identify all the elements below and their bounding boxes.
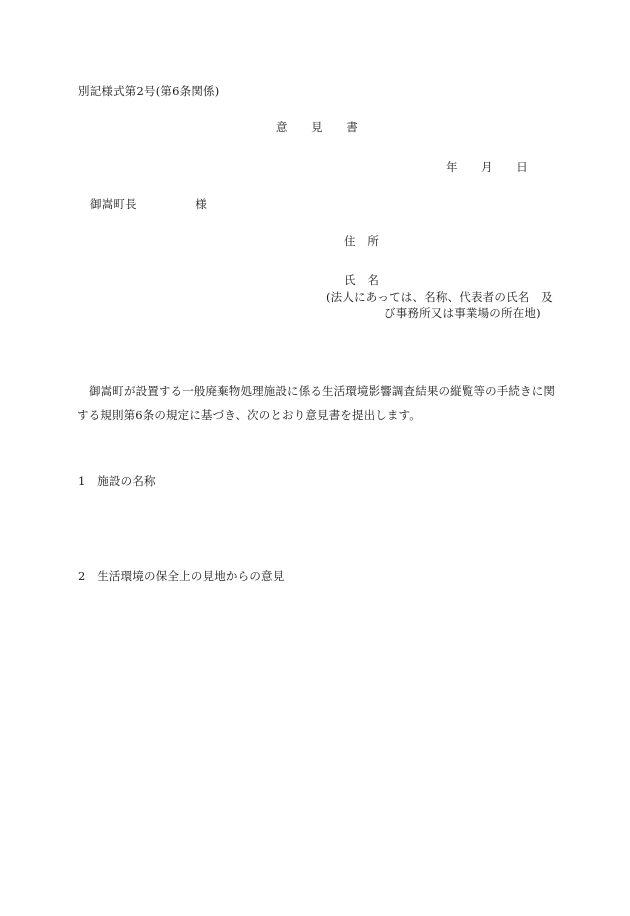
corporate-note-line-1: (法人にあっては、名称、代表者の氏名 及 xyxy=(326,290,553,304)
item-environmental-opinion: 2 生活環境の保全上の見地からの意見 xyxy=(78,569,285,583)
document-title: 意 見 書 xyxy=(276,120,358,134)
name-label: 氏 名 xyxy=(344,273,380,287)
body-paragraph: 御嵩町が設置する一般廃棄物処理施設に係る生活環境影響調査結果の縦覧等の手続きに関する規則第6条の規定に基づき、次のとおり意見書を提出します。 xyxy=(77,384,555,422)
form-number-label: 別記様式第2号(第6条関係) xyxy=(78,84,220,98)
addressee: 御嵩町長 様 xyxy=(90,197,207,211)
date-line: 年 月 日 xyxy=(446,160,528,174)
item-facility-name: 1 施設の名称 xyxy=(78,474,156,488)
corporate-note-line-2: び事務所又は事業場の所在地) xyxy=(384,306,541,320)
address-label: 住 所 xyxy=(344,234,380,248)
